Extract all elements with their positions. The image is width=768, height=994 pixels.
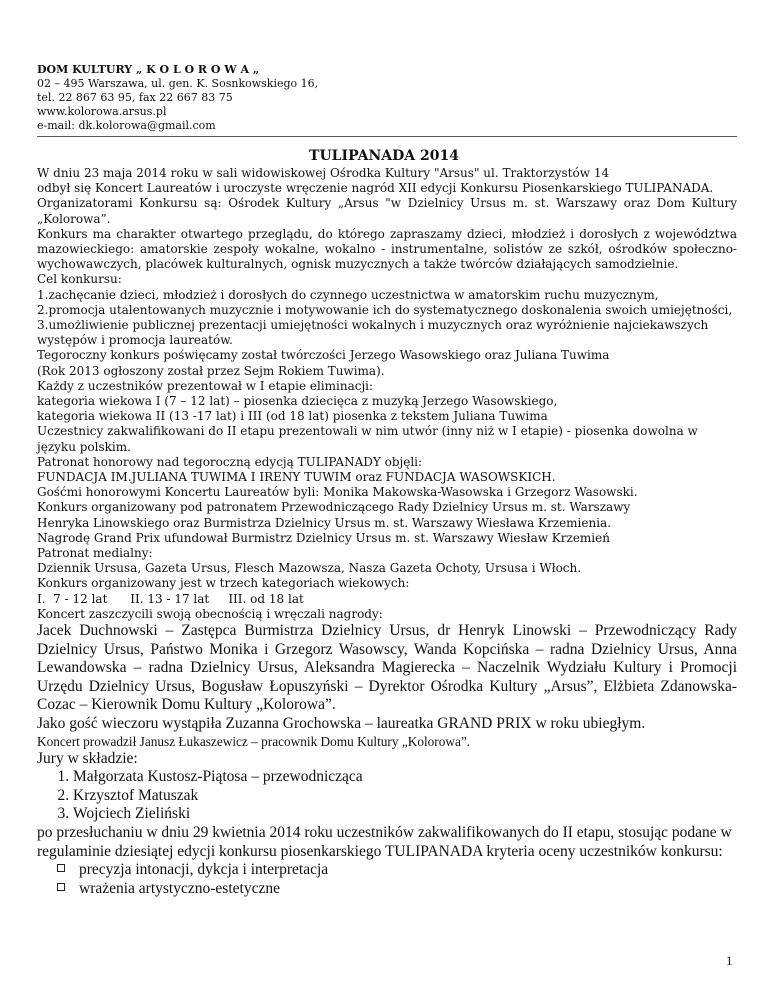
criteria-text: precyzja intonacji, dykcja i interpretacja bbox=[79, 861, 329, 879]
paragraph: Patronat medialny: bbox=[37, 546, 153, 561]
paragraph: kategoria wiekowa II (13 -17 lat) i III (od 18 lat) piosenka z tekstem Juliana Tuwima bbox=[37, 409, 548, 424]
square-bullet-icon bbox=[57, 883, 65, 891]
paragraph: FUNDACJA IM.JULIANA TUWIMA I IRENY TUWIM oraz FUNDACJA WASOWSKICH. bbox=[37, 470, 556, 485]
paragraph: Henryka Linowskiego oraz Burmistrza Dzielnicy Ursus m. st. Warszawy Wiesława Krzemienia. bbox=[37, 515, 612, 530]
org-email[interactable]: e-mail: dk.kolorowa@gmail.com bbox=[37, 119, 216, 132]
paragraph: Konkurs organizowany jest w trzech kategoriach wiekowych: bbox=[37, 576, 410, 591]
paragraph: Nagrodę Grand Prix ufundował Burmistrz Dzielnicy Ursus m. st. Warszawy Wiesław Krzemień bbox=[37, 530, 610, 545]
jury-list bbox=[37, 768, 737, 824]
paragraph: Tegoroczny konkurs poświęcamy został twórczości Jerzego Wasowskiego oraz Juliana Tuwima bbox=[37, 348, 610, 363]
guest-of-evening: Jako gość wieczoru wystąpiła Zuzanna Grochowska – laureatka GRAND PRIX w roku ubiegłym. bbox=[37, 715, 646, 733]
paragraph: kategoria wiekowa I (7 – 12 lat) – piosenka dziecięca z muzyką Jerzego Wasowskiego, bbox=[37, 394, 558, 409]
jury-section bbox=[37, 750, 737, 899]
square-bullet-icon bbox=[57, 864, 65, 872]
org-address: 02 – 495 Warszawa, ul. gen. K. Sosnkowskiego 16, bbox=[37, 77, 319, 90]
list-item: 2. Krzysztof Matuszak bbox=[73, 787, 737, 806]
list-item: 1. Małgorzata Kustosz-Piątosa – przewodnicząca bbox=[73, 768, 737, 787]
list-item bbox=[57, 861, 737, 880]
letterhead bbox=[37, 63, 318, 133]
paragraph: Konkurs ma charakter otwartego przeglądu, do którego zapraszamy dzieci, młodzież i dorosłych z województwa mazowieckiego: amatorskie zespoły wokalne, wokalno - instrumentalne, solistów ze szkół, ośrodków społeczno-wychowawczych, placówek kulturalnych, ognisk muzycznych a także twórców działających samodzielnie. bbox=[37, 226, 737, 272]
age-categories: I. 7 - 12 lat II. 13 - 17 lat III. od 18 lat bbox=[37, 591, 304, 606]
org-name: DOM KULTURY „ K O L O R O W A „ bbox=[37, 63, 260, 76]
jury-heading: Jury w składzie: bbox=[37, 749, 138, 767]
paragraph: Każdy z uczestników prezentował w I etapie eliminacji: bbox=[37, 378, 374, 393]
list-item: 3. Wojciech Zieliński bbox=[73, 805, 737, 824]
host-note: Koncert prowadził Janusz Łukaszewicz – pracownik Domu Kultury „Kolorowa”. bbox=[37, 733, 471, 749]
paragraph: Organizatorami Konkursu są: Ośrodek Kultury „Arsus "w Dzielnicy Ursus m. st. Warszawy oraz Dom Kultury „Kolorowa”. bbox=[37, 196, 737, 226]
criteria-list bbox=[37, 861, 737, 898]
paragraph: 3.umożliwienie publicznej prezentacji umiejętności wokalnych i muzycznych oraz wyróżnienie najciekawszych występów i promocja laureatów. bbox=[37, 318, 709, 348]
paragraph: W dniu 23 maja 2014 roku w sali widowiskowej Ośrodka Kultury "Arsus" ul. Traktorzystów 14 bbox=[37, 166, 610, 180]
paragraph: 2.promocja utalentowanych muzycznie i motywowanie ich do systematycznego doskonalenia swoich umiejętności, bbox=[37, 302, 733, 317]
paragraph: Uczestnicy zakwalifikowani do II etapu prezentowali w nim utwór (inny niż w I etapie) - piosenka dowolna w języku polskim. bbox=[37, 424, 698, 454]
paragraph: odbył się Koncert Laureatów i uroczyste wręczenie nagród XII edycji Konkursu Piosenkarskiego TULIPANADA. bbox=[37, 181, 714, 196]
hearing-text: po przesłuchaniu w dniu 29 kwietnia 2014 roku uczestników zakwalifikowanych do II etapu, stosując podane w regulaminie dziesiątej edycji konkursu piosenkarskiego TULIPANADA kryteria oceny uczestników konkursu: bbox=[37, 824, 732, 860]
org-phone: tel. 22 867 63 95, fax 22 667 83 75 bbox=[37, 91, 233, 104]
paragraph: Gośćmi honorowymi Koncertu Laureatów byli: Monika Makowska-Wasowska i Grzegorz Wasowski. bbox=[37, 485, 638, 500]
header-divider bbox=[37, 136, 737, 137]
document-body bbox=[37, 166, 737, 898]
page-number: 1 bbox=[726, 953, 733, 968]
paragraph: Dziennik Ursusa, Gazeta Ursus, Flesch Mazowsza, Nasza Gazeta Ochoty, Ursusa i Włoch. bbox=[37, 561, 582, 576]
paragraph: Koncert zaszczycili swoją obecnością i wręczali nagrody: bbox=[37, 606, 383, 621]
org-website[interactable]: www.kolorowa.arsus.pl bbox=[37, 105, 167, 118]
paragraph: (Rok 2013 ogłoszony został przez Sejm Rokiem Tuwima). bbox=[37, 363, 385, 378]
paragraph: 1.zachęcanie dzieci, młodzież i dorosłych do czynnego uczestnictwa w amatorskim ruchu muzycznym, bbox=[37, 287, 659, 302]
guests-section bbox=[37, 622, 737, 734]
guests-list: Jacek Duchnowski – Zastępca Burmistrza Dzielnicy Ursus, dr Henryk Linowski – Przewodniczący Rady Dzielnicy Ursus, Państwo Monika i Grzegorz Wasowscy, Wanda Kopcińska – radna Dzielnicy Ursus, Anna Lewandowska – radna Dzielnicy Ursus, Aleksandra Magierecka – Naczelnik Wydziału Kultury i Promocji Urzędu Dzielnicy Ursus, Bogusław Łopuszyński – Dyrektor Ośrodka Kultury „Arsus”, Elżbieta Zdanowska-Cozac – Kierownik Domu Kultury „Kolorowa”. bbox=[37, 622, 737, 714]
criteria-text: wrażenia artystyczno-estetyczne bbox=[79, 879, 280, 897]
paragraph: Patronat honorowy nad tegoroczną edycją TULIPANADY objęli: bbox=[37, 454, 423, 469]
paragraph: Cel konkursu: bbox=[37, 272, 122, 287]
page-title: TULIPANADA 2014 bbox=[309, 148, 459, 164]
list-item bbox=[57, 880, 737, 899]
paragraph: Konkurs organizowany pod patronatem Przewodniczącego Rady Dzielnicy Ursus m. st. Warszawy bbox=[37, 500, 631, 515]
